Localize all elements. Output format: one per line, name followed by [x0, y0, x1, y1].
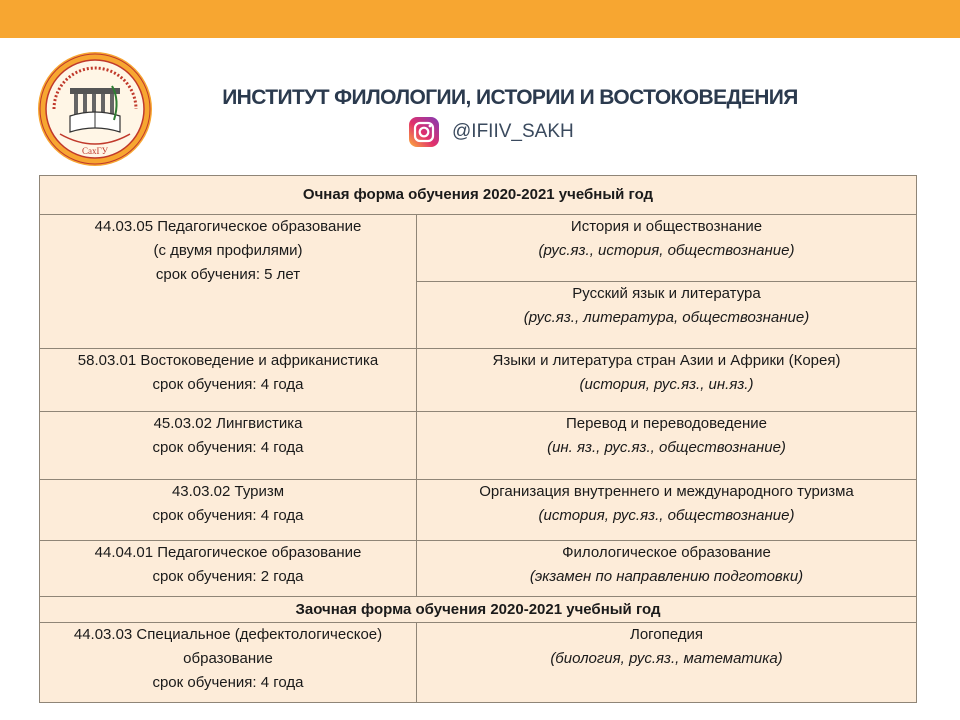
top-accent-bar — [0, 0, 960, 38]
profile-cell — [417, 215, 917, 282]
profile-cell — [417, 282, 917, 349]
profile-name: Организация внутреннего и международного туризма — [479, 483, 854, 500]
program-cell — [40, 623, 417, 703]
program-note: образование — [183, 650, 273, 667]
program-code-title: 44.03.05 Педагогическое образование — [94, 218, 362, 235]
profile-subjects: (рус.яз., литература, обществознание) — [523, 309, 810, 326]
program-cell — [40, 412, 417, 480]
profile-subjects: (ин. яз., рус.яз., обществознание) — [547, 439, 786, 456]
profile-cell — [417, 480, 917, 541]
profile-subjects: (история, рус.яз., ин.яз.) — [579, 376, 754, 393]
program-duration: срок обучения: 4 года — [152, 376, 304, 393]
program-duration: срок обучения: 2 года — [152, 568, 304, 585]
program-code-title: 58.03.01 Востоковедение и африканистика — [77, 352, 379, 369]
program-duration: срок обучения: 4 года — [152, 507, 304, 524]
program-duration: срок обучения: 4 года — [152, 439, 304, 456]
profile-subjects: (экзамен по направлению подготовки) — [529, 568, 804, 585]
parttime-section-header: Заочная форма обучения 2020-2021 учебный год — [40, 597, 917, 623]
program-cell — [40, 349, 417, 412]
instagram-handle[interactable]: @IFIIV_SAKH — [452, 121, 574, 142]
profile-name: Филологическое образование — [562, 544, 771, 561]
profile-cell — [417, 623, 917, 703]
program-cell — [40, 541, 417, 597]
svg-text:СахГУ: СахГУ — [81, 146, 109, 156]
profile-subjects: (история, рус.яз., обществознание) — [538, 507, 795, 524]
program-note: (с двумя профилями) — [153, 242, 303, 259]
program-duration: срок обучения: 4 года — [152, 674, 304, 691]
profile-subjects: (рус.яз., история, обществознание) — [538, 242, 795, 259]
instagram-icon[interactable] — [408, 116, 440, 148]
profile-cell — [417, 541, 917, 597]
program-code-title: 44.04.01 Педагогическое образование — [94, 544, 362, 561]
instagram-row[interactable] — [408, 116, 574, 148]
program-code-title: 44.03.03 Специальное (дефектологическое) — [73, 626, 383, 643]
profile-name: Русский язык и литература — [572, 285, 761, 302]
profile-cell — [417, 412, 917, 480]
profile-name: История и обществознание — [570, 218, 763, 235]
program-cell — [40, 215, 417, 349]
profile-name: Логопедия — [629, 626, 704, 643]
program-duration: срок обучения: 5 лет — [155, 266, 301, 283]
program-code-title: 43.03.02 Туризм — [171, 483, 285, 500]
profile-subjects: (биология, рус.яз., математика) — [550, 650, 783, 667]
profile-name: Перевод и переводоведение — [565, 415, 768, 432]
program-code-title: 45.03.02 Лингвистика — [153, 415, 303, 432]
profile-cell — [417, 349, 917, 412]
programs-table — [39, 175, 917, 703]
fulltime-section-header: Очная форма обучения 2020-2021 учебный год — [40, 176, 917, 215]
institute-logo — [36, 50, 154, 168]
page-title: ИНСТИТУТ ФИЛОЛОГИИ, ИСТОРИИ И ВОСТОКОВЕДЕНИЯ — [222, 86, 798, 109]
profile-name: Языки и литература стран Азии и Африки (Корея) — [492, 352, 841, 369]
program-cell — [40, 480, 417, 541]
